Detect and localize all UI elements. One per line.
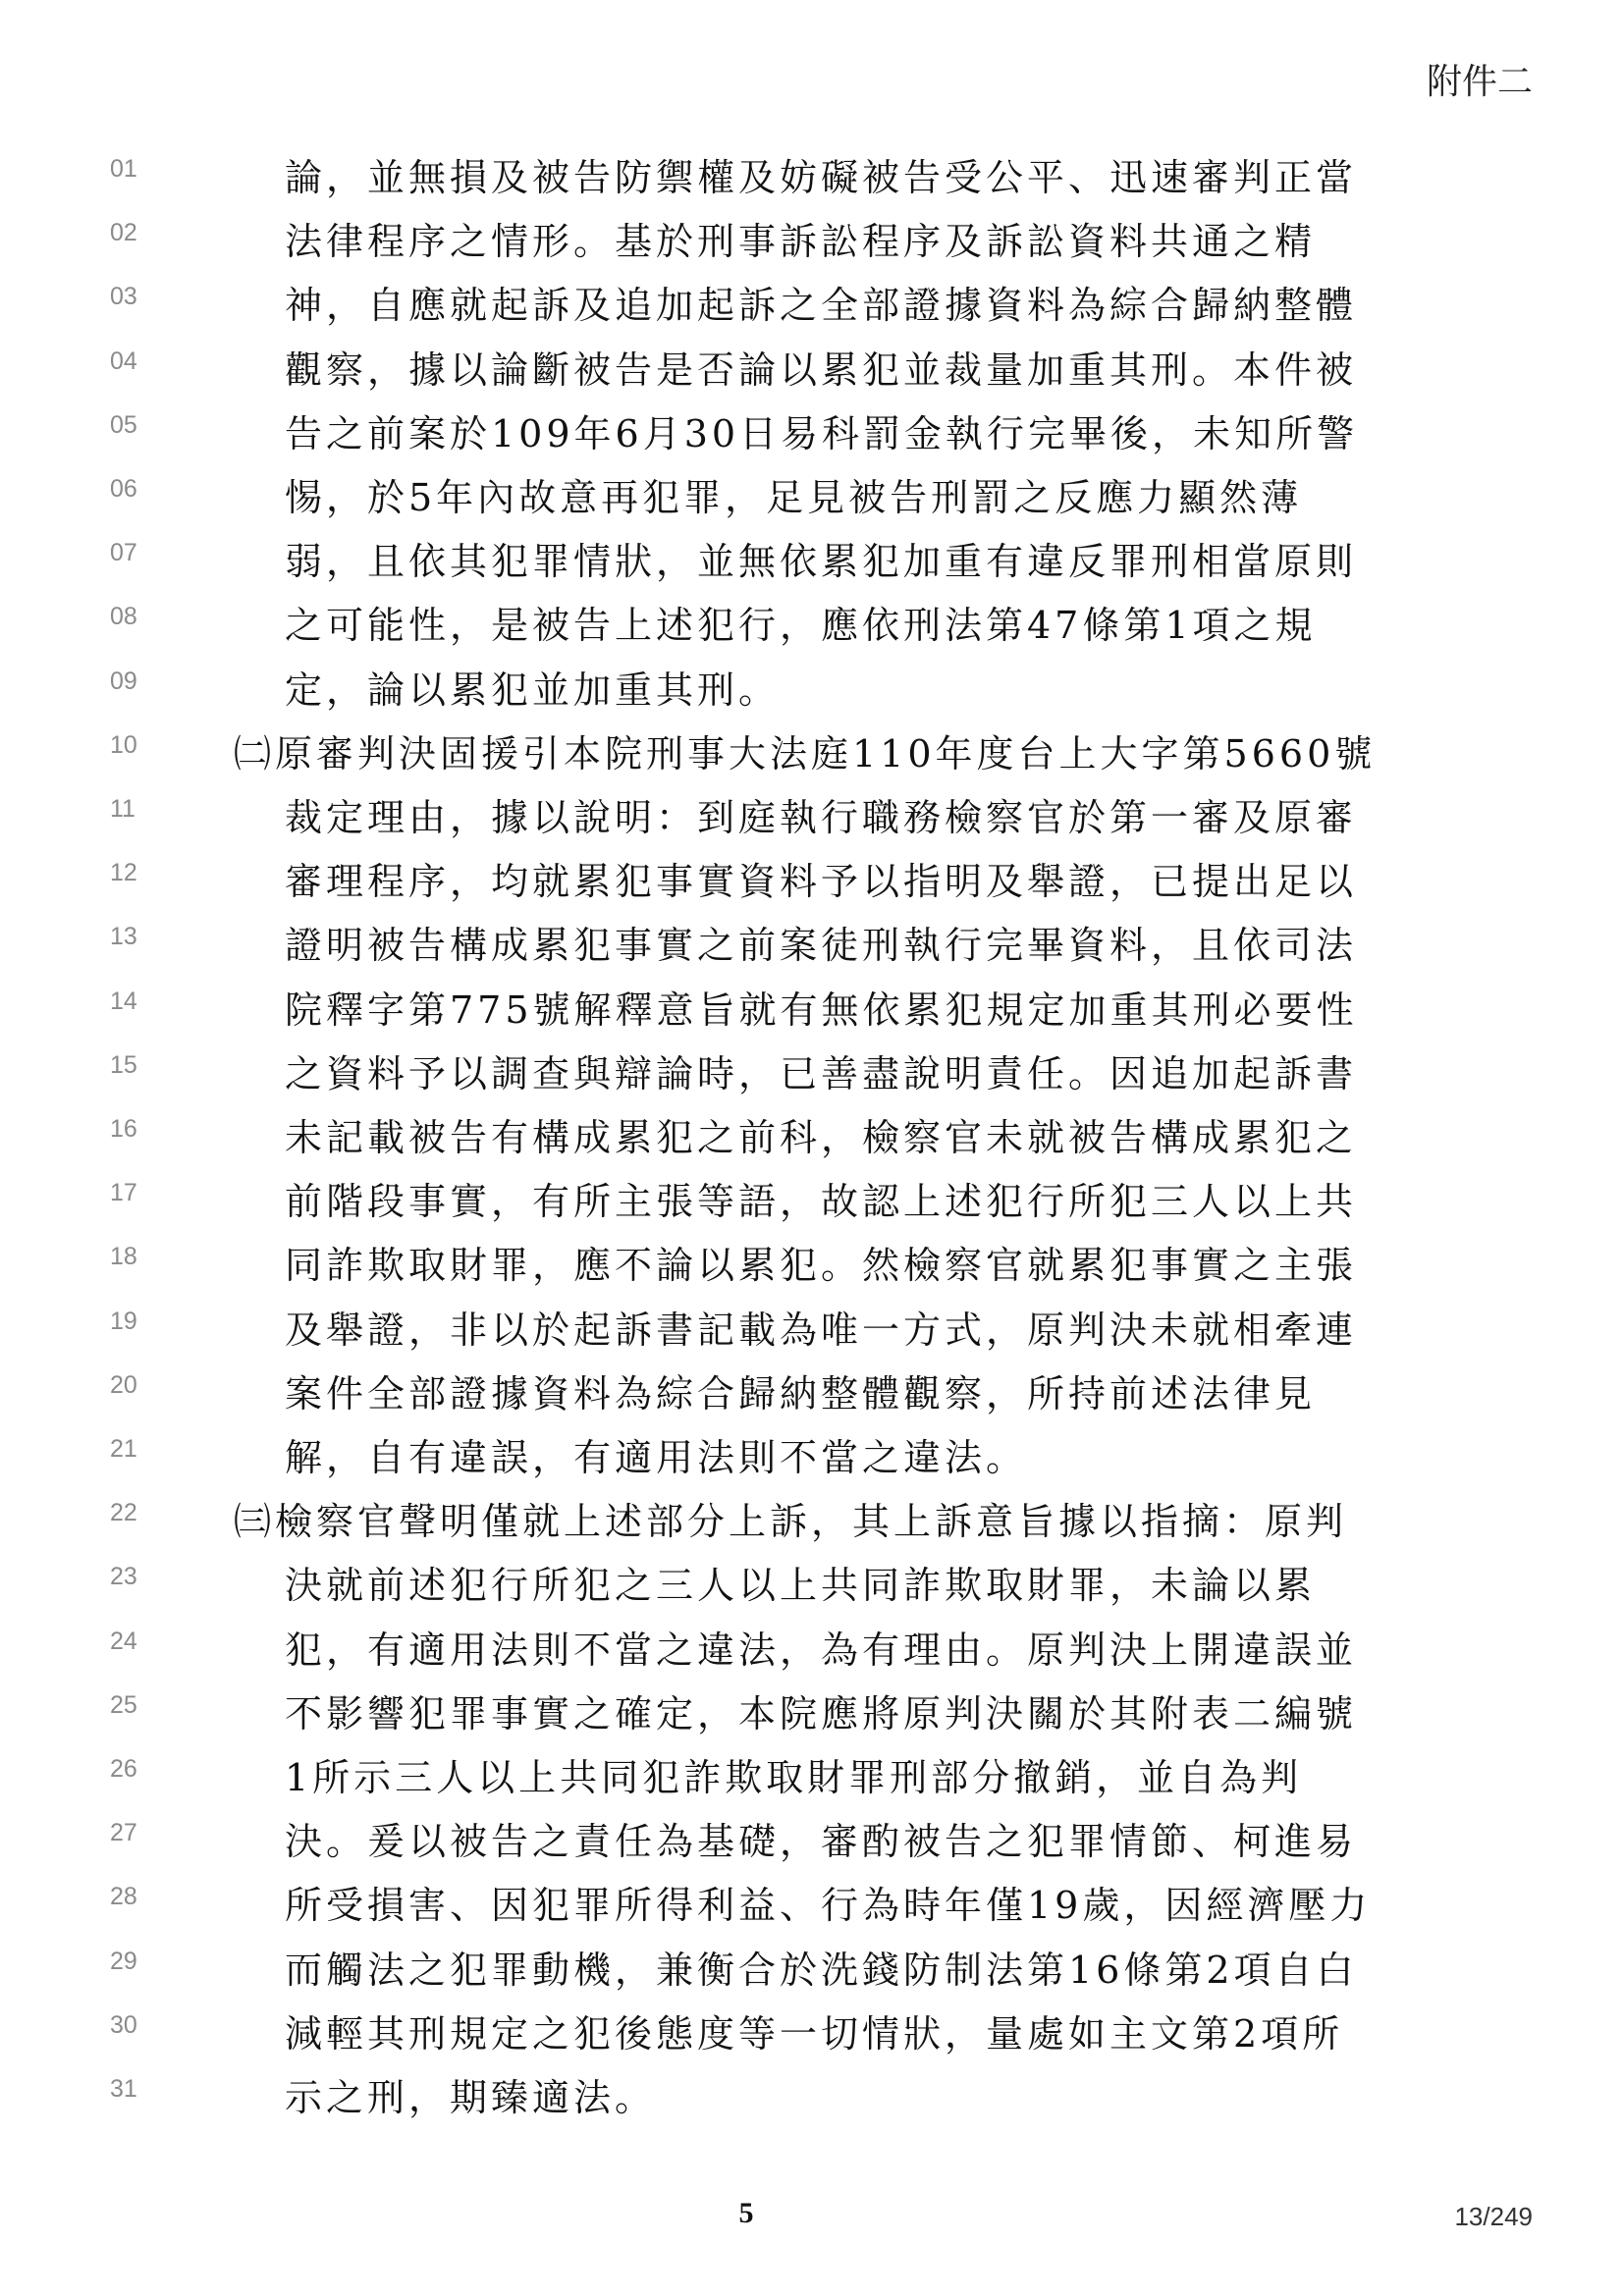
line-number: 14 xyxy=(110,987,137,1015)
line-text: 前階段事實，有所主張等語，故認上述犯行所犯三人以上共 xyxy=(285,1180,1358,1224)
line-number: 19 xyxy=(110,1307,137,1335)
line-number: 21 xyxy=(110,1435,137,1463)
line-number: 06 xyxy=(110,475,137,503)
line-number: 04 xyxy=(110,347,137,375)
line-number: 05 xyxy=(110,410,137,439)
line-number: 16 xyxy=(110,1115,137,1143)
line-text: ㈢檢察官聲明僅就上述部分上訴，其上訴意旨據以指摘：原判 xyxy=(234,1500,1348,1544)
attachment-label: 附件二 xyxy=(1426,61,1533,101)
line-number: 22 xyxy=(110,1499,137,1527)
line-text: 之資料予以調查與辯論時，已善盡說明責任。因追加起訴書 xyxy=(285,1051,1358,1095)
line-text: 所受損害、因犯罪所得利益、行為時年僅19歲，因經濟壓力 xyxy=(285,1884,1372,1928)
line-number: 30 xyxy=(110,2010,137,2039)
line-number: 26 xyxy=(110,1755,137,1783)
line-text: 示之刑，期臻適法。 xyxy=(285,2076,657,2119)
line-number: 13 xyxy=(110,923,137,951)
line-number: 20 xyxy=(110,1370,137,1399)
line-number: 09 xyxy=(110,667,137,695)
line-number: 27 xyxy=(110,1819,137,1847)
line-text: 審理程序，均就累犯事實資料予以指明及舉證，已提出足以 xyxy=(285,860,1358,904)
line-number: 02 xyxy=(110,219,137,247)
line-text: 而觸法之犯罪動機，兼衡合於洗錢防制法第16條第2項自白 xyxy=(285,1948,1358,1992)
page-count: 13/249 xyxy=(1454,2202,1533,2231)
line-number: 07 xyxy=(110,539,137,567)
line-text: 告之前案於109年6月30日易科罰金執行完畢後，未知所警 xyxy=(285,411,1359,455)
line-text: 決。爰以被告之責任為基礎，審酌被告之犯罪情節、柯進易 xyxy=(285,1820,1358,1864)
line-text: 院釋字第775號解釋意旨就有無依累犯規定加重其刑必要性 xyxy=(285,988,1358,1032)
line-number: 23 xyxy=(110,1563,137,1591)
line-number: 25 xyxy=(110,1690,137,1719)
line-number: 01 xyxy=(110,155,137,183)
line-text: 神，自應就起訴及追加起訴之全部證據資料為綜合歸納整體 xyxy=(285,284,1358,328)
line-number: 03 xyxy=(110,283,137,311)
line-text: 法律程序之情形。基於刑事訴訟程序及訴訟資料共通之精 xyxy=(285,220,1317,264)
line-text: 減輕其刑規定之犯後態度等一切情狀，量處如主文第2項所 xyxy=(285,2011,1344,2056)
line-text: 惕，於5年內故意再犯罪，足見被告刑罰之反應力顯然薄 xyxy=(285,476,1303,519)
line-number: 15 xyxy=(110,1050,137,1079)
line-text: 論，並無損及被告防禦權及妨礙被告受公平、迅速審判正當 xyxy=(285,156,1358,199)
line-text: 證明被告構成累犯事實之前案徒刑執行完畢資料，且依司法 xyxy=(285,924,1358,968)
line-text: 案件全部證據資料為綜合歸納整體觀察，所持前述法律見 xyxy=(285,1371,1317,1415)
line-number: 12 xyxy=(110,859,137,887)
line-text: 弱，且依其犯罪情狀，並無依累犯加重有違反罪刑相當原則 xyxy=(285,540,1358,584)
line-text: 未記載被告有構成累犯之前科，檢察官未就被告構成累犯之 xyxy=(285,1116,1358,1159)
line-text: 解，自有違誤，有適用法則不當之違法。 xyxy=(285,1436,1028,1479)
line-number: 18 xyxy=(110,1243,137,1271)
line-number: 11 xyxy=(110,795,135,823)
line-number: 17 xyxy=(110,1179,137,1207)
line-text: 裁定理由，據以說明：到庭執行職務檢察官於第一審及原審 xyxy=(285,796,1358,839)
line-number: 28 xyxy=(110,1883,137,1911)
line-text: 觀察，據以論斷被告是否論以累犯並裁量加重其刑。本件被 xyxy=(285,347,1358,392)
line-text: 1所示三人以上共同犯詐欺取財罪刑部分撤銷，並自為判 xyxy=(285,1756,1303,1799)
line-text: 決就前述犯行所犯之三人以上共同詐欺取財罪，未論以累 xyxy=(285,1564,1317,1608)
line-text: ㈡原審判決固援引本院刑事大法庭110年度台上大字第5660號 xyxy=(234,731,1377,775)
line-text: 之可能性，是被告上述犯行，應依刑法第47條第1項之規 xyxy=(285,604,1317,648)
page-number: 5 xyxy=(738,2197,754,2229)
line-number: 24 xyxy=(110,1627,137,1655)
line-text: 同詐欺取財罪，應不論以累犯。然檢察官就累犯事實之主張 xyxy=(285,1244,1358,1288)
line-text: 及舉證，非以於起訴書記載為唯一方式，原判決未就相牽連 xyxy=(285,1308,1358,1352)
line-text: 不影響犯罪事實之確定，本院應將原判決關於其附表二編號 xyxy=(285,1691,1358,1735)
line-text: 定，論以累犯並加重其刑。 xyxy=(285,667,781,712)
line-number: 08 xyxy=(110,603,137,631)
line-number: 29 xyxy=(110,1947,137,1975)
line-text: 犯，有適用法則不當之違法，為有理由。原判決上開違誤並 xyxy=(285,1628,1358,1672)
line-number: 31 xyxy=(110,2075,137,2103)
line-number: 10 xyxy=(110,730,137,759)
